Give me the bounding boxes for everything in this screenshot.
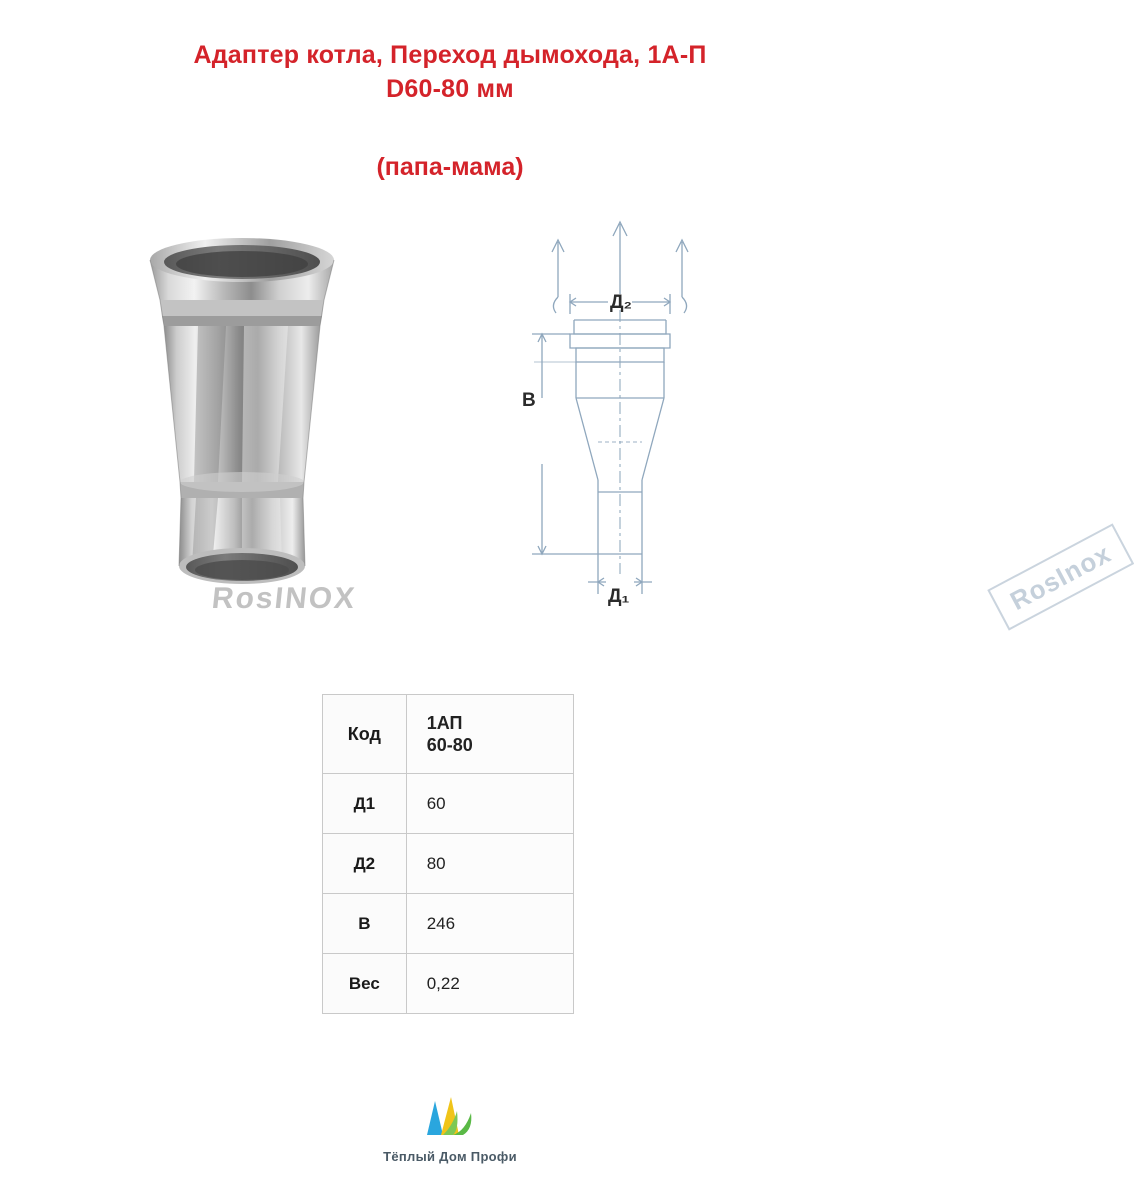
table-cell-label: Вес <box>323 954 407 1014</box>
table-row <box>323 894 574 954</box>
drawing-watermark: RosInox <box>991 531 1131 625</box>
drawing-label-d2: Д₂ <box>610 292 632 313</box>
code-line-2: 60-80 <box>426 735 473 755</box>
page-title-line-2: D60-80 мм <box>386 75 514 103</box>
brand-logo-icon <box>413 1091 487 1143</box>
spec-table-wrapper <box>322 694 574 1014</box>
page-subtitle: (папа-мама) <box>376 153 524 181</box>
drawing-label-b: В <box>522 390 536 411</box>
table-cell-value: 246 <box>406 894 573 954</box>
product-photo <box>92 214 392 614</box>
photo-watermark: RosINOX <box>210 582 358 615</box>
table-cell-value: 0,22 <box>406 954 573 1014</box>
title-block <box>0 0 900 184</box>
table-cell-label: Код <box>323 695 407 774</box>
table-row <box>323 954 574 1014</box>
table-cell-label: В <box>323 894 407 954</box>
table-cell-label: Д1 <box>323 774 407 834</box>
table-cell-value <box>406 695 573 774</box>
spec-table <box>322 694 574 1014</box>
footer <box>0 1091 900 1164</box>
code-line-1: 1АП <box>426 713 463 733</box>
table-cell-value: 60 <box>406 774 573 834</box>
images-row <box>0 202 1116 662</box>
table-row <box>323 834 574 894</box>
table-cell-label: Д2 <box>323 834 407 894</box>
table-row <box>323 774 574 834</box>
page-title-line-1: Адаптер котла, Переход дымохода, 1А-П <box>193 41 707 69</box>
table-cell-value: 80 <box>406 834 573 894</box>
technical-drawing <box>470 202 1116 652</box>
drawing-label-d1: Д₁ <box>608 586 630 607</box>
brand-name: Тёплый Дом Профи <box>383 1149 517 1164</box>
table-row <box>323 695 574 774</box>
